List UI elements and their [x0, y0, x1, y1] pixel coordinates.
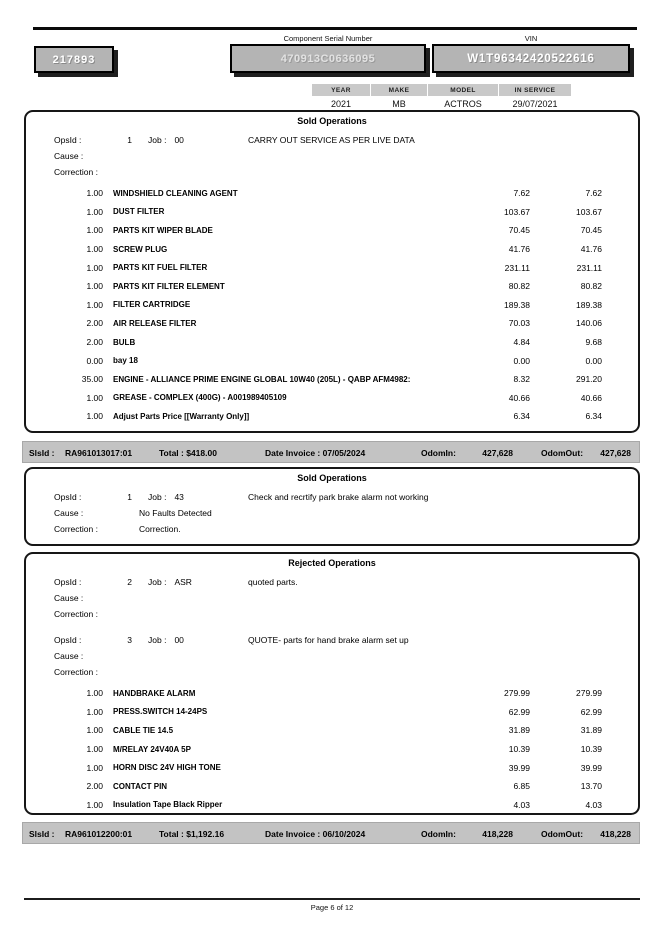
operation-block	[26, 132, 638, 180]
parts-list	[26, 184, 638, 426]
part-quantity: 1.00	[86, 206, 103, 217]
operation-id-line	[26, 574, 638, 590]
opsid-value: 1	[127, 135, 132, 145]
component-serial-button[interactable]: 470913C0636095	[230, 44, 426, 73]
correction-line	[26, 521, 638, 537]
footer-divider-rule	[24, 898, 640, 900]
part-row	[26, 351, 638, 370]
operations-list	[26, 489, 638, 537]
odometer-out-value: 427,628	[600, 448, 631, 458]
part-total-price: 231.11	[576, 262, 602, 273]
part-unit-price: 6.34	[513, 411, 530, 422]
part-unit-price: 39.99	[508, 762, 530, 773]
part-quantity: 1.00	[86, 725, 103, 736]
part-description: CONTACT PIN	[113, 781, 168, 791]
part-unit-price: 103.67	[504, 206, 530, 217]
operation-description: CARRY OUT SERVICE AS PER LIVE DATA	[248, 135, 415, 145]
part-unit-price: 70.45	[508, 225, 530, 236]
make-value: MB	[392, 98, 406, 109]
part-row	[26, 240, 638, 259]
part-quantity: 0.00	[86, 355, 103, 366]
rejected-operations-section	[24, 552, 640, 815]
part-description: Insulation Tape Black Ripper	[113, 800, 223, 810]
odometer-in-label: OdomIn:	[421, 829, 456, 839]
part-quantity: 1.00	[86, 281, 103, 292]
stock-number-button[interactable]: 217893	[34, 46, 114, 73]
part-total-price: 13.70	[580, 781, 602, 792]
make-column-header: MAKE	[371, 84, 427, 96]
part-quantity: 1.00	[86, 225, 103, 236]
parts-list	[26, 684, 638, 814]
opsid-label: OpsId :	[54, 492, 82, 502]
in-service-value: 29/07/2021	[512, 98, 558, 109]
part-total-price: 31.89	[580, 725, 602, 736]
correction-label: Correction :	[54, 524, 98, 534]
part-unit-price: 0.00	[513, 355, 530, 366]
part-description: M/RELAY 24V40A 5P	[113, 744, 191, 754]
part-row	[26, 333, 638, 352]
part-description: CABLE TIE 14.5	[113, 725, 174, 735]
part-unit-price: 10.39	[508, 744, 530, 755]
job-value: 00	[174, 635, 184, 645]
part-row	[26, 740, 638, 759]
part-row	[26, 370, 638, 389]
job-cell	[148, 135, 248, 145]
operation-block	[26, 632, 638, 680]
part-total-price: 62.99	[580, 706, 602, 717]
part-description: HORN DISC 24V HIGH TONE	[113, 763, 221, 773]
part-quantity: 1.00	[86, 688, 103, 699]
part-row	[26, 184, 638, 203]
part-row	[26, 758, 638, 777]
part-unit-price: 4.84	[513, 337, 530, 348]
cause-label: Cause :	[54, 508, 84, 518]
part-total-price: 4.03	[585, 799, 602, 810]
part-description: FILTER CARTRIDGE	[113, 300, 191, 310]
part-description: ENGINE - ALLIANCE PRIME ENGINE GLOBAL 10W40 (205L) - QABP AFM4982:	[113, 374, 411, 384]
invoice-total: Total : $1,192.16	[159, 829, 225, 839]
part-row	[26, 314, 638, 333]
page-indicator: Page 6 of 12	[310, 903, 354, 912]
part-unit-price: 231.11	[504, 262, 530, 273]
part-quantity: 1.00	[86, 799, 103, 810]
job-cell	[148, 577, 248, 587]
part-total-price: 70.45	[580, 225, 602, 236]
part-quantity: 1.00	[86, 244, 103, 255]
part-description: AIR RELEASE FILTER	[113, 318, 197, 328]
invoice-summary-bar-1	[22, 441, 640, 463]
section-title: Rejected Operations	[288, 558, 376, 568]
model-column-header: MODEL	[428, 84, 498, 96]
part-quantity: 1.00	[86, 706, 103, 717]
opsid-label: OpsId :	[54, 135, 82, 145]
vin-label: VIN	[524, 34, 538, 43]
part-description: PRESS.SWITCH 14-24PS	[113, 707, 208, 717]
part-total-price: 7.62	[585, 188, 602, 199]
part-unit-price: 279.99	[504, 688, 530, 699]
opsid-value: 3	[127, 635, 132, 645]
part-unit-price: 41.76	[508, 244, 530, 255]
invoice-date: Date Invoice : 07/05/2024	[265, 448, 366, 458]
operations-list	[26, 574, 638, 680]
part-description: PARTS KIT FILTER ELEMENT	[113, 281, 225, 291]
job-cell	[148, 635, 248, 645]
part-total-price: 40.66	[580, 392, 602, 403]
job-label: Job :	[148, 135, 167, 145]
slsid-value: RA961012200:01	[65, 829, 133, 839]
part-total-price: 9.68	[585, 337, 602, 348]
part-description: GREASE - COMPLEX (400G) - A001989405109	[113, 393, 287, 403]
top-divider-rule	[33, 27, 637, 30]
part-row	[26, 407, 638, 426]
correction-label: Correction :	[54, 667, 98, 677]
part-total-price: 0.00	[585, 355, 602, 366]
invoice-total: Total : $418.00	[159, 448, 217, 458]
part-row	[26, 684, 638, 703]
part-row	[26, 258, 638, 277]
job-label: Job :	[148, 492, 167, 502]
job-value: 00	[174, 135, 184, 145]
odometer-in-label: OdomIn:	[421, 448, 456, 458]
operation-description: quoted parts.	[248, 577, 298, 587]
part-quantity: 35.00	[81, 374, 103, 385]
part-quantity: 1.00	[86, 299, 103, 310]
operation-id-line	[26, 132, 638, 148]
part-row	[26, 221, 638, 240]
part-quantity: 1.00	[86, 262, 103, 273]
part-description: PARTS KIT FUEL FILTER	[113, 263, 208, 273]
operation-block	[26, 574, 638, 622]
part-unit-price: 40.66	[508, 392, 530, 403]
job-label: Job :	[148, 577, 167, 587]
slsid-label: SlsId :	[29, 829, 55, 839]
part-unit-price: 31.89	[508, 725, 530, 736]
year-column-header: YEAR	[312, 84, 370, 96]
odometer-in-value: 418,228	[482, 829, 513, 839]
vehicle-info-header-row	[312, 84, 570, 96]
part-unit-price: 8.32	[513, 374, 530, 385]
section-title: Sold Operations	[297, 473, 367, 483]
correction-line	[26, 164, 638, 180]
part-total-price: 189.38	[576, 299, 602, 310]
part-row	[26, 203, 638, 222]
sold-operations-section-2	[24, 467, 640, 546]
part-row	[26, 777, 638, 796]
part-quantity: 1.00	[86, 411, 103, 422]
part-quantity: 1.00	[86, 392, 103, 403]
odometer-in-value: 427,628	[482, 448, 513, 458]
cause-label: Cause :	[54, 151, 84, 161]
part-description: WINDSHIELD CLEANING AGENT	[113, 188, 238, 198]
year-value: 2021	[330, 98, 352, 109]
odometer-out-label: OdomOut:	[541, 829, 584, 839]
part-description: HANDBRAKE ALARM	[113, 688, 196, 698]
component-serial-label: Component Serial Number	[283, 34, 373, 43]
part-total-price: 291.20	[576, 374, 602, 385]
part-total-price: 41.76	[580, 244, 602, 255]
part-total-price: 39.99	[580, 762, 602, 773]
operation-description: Check and recrtify park brake alarm not working	[248, 492, 429, 502]
part-row	[26, 796, 638, 815]
part-description: Adjust Parts Price [[Warranty Only]]	[113, 411, 250, 421]
job-cell	[148, 492, 248, 502]
vehicle-info-values-row	[312, 96, 570, 111]
part-quantity: 2.00	[86, 781, 103, 792]
part-row	[26, 721, 638, 740]
part-unit-price: 4.03	[513, 799, 530, 810]
operations-list	[26, 132, 638, 180]
cause-line	[26, 590, 638, 606]
part-unit-price: 6.85	[513, 781, 530, 792]
part-total-price: 10.39	[580, 744, 602, 755]
slsid-value: RA961013017:01	[65, 448, 133, 458]
slsid-label: SlsId :	[29, 448, 55, 458]
invoice-date: Date Invoice : 06/10/2024	[265, 829, 366, 839]
cause-label: Cause :	[54, 651, 84, 661]
part-description: SCREW PLUG	[113, 244, 168, 254]
part-quantity: 1.00	[86, 744, 103, 755]
in-service-column-header: IN SERVICE	[499, 84, 571, 96]
part-total-price: 80.82	[580, 281, 602, 292]
part-total-price: 6.34	[585, 411, 602, 422]
part-quantity: 1.00	[86, 188, 103, 199]
part-description: PARTS KIT WIPER BLADE	[113, 225, 213, 235]
opsid-label: OpsId :	[54, 635, 82, 645]
part-unit-price: 80.82	[508, 281, 530, 292]
part-row	[26, 389, 638, 408]
invoice-summary-bar-2	[22, 822, 640, 844]
correction-label: Correction :	[54, 167, 98, 177]
correction-value: Correction.	[139, 524, 181, 534]
part-unit-price: 7.62	[513, 188, 530, 199]
operation-description: QUOTE- parts for hand brake alarm set up	[248, 635, 409, 645]
job-value: ASR	[174, 577, 192, 587]
correction-line	[26, 606, 638, 622]
model-value: ACTROS	[444, 98, 482, 109]
cause-line	[26, 505, 638, 521]
odometer-out-value: 418,228	[600, 829, 631, 839]
part-description: DUST FILTER	[113, 207, 165, 217]
job-value: 43	[174, 492, 184, 502]
cause-line	[26, 148, 638, 164]
part-total-price: 140.06	[576, 318, 602, 329]
part-total-price: 103.67	[576, 206, 602, 217]
opsid-value: 1	[127, 492, 132, 502]
cause-line	[26, 648, 638, 664]
part-unit-price: 189.38	[504, 299, 530, 310]
part-row	[26, 277, 638, 296]
part-description: BULB	[113, 337, 136, 347]
sold-operations-section-1	[24, 110, 640, 433]
vin-button[interactable]: W1T96342420522616	[432, 44, 630, 73]
part-quantity: 2.00	[86, 318, 103, 329]
section-title: Sold Operations	[297, 116, 367, 126]
opsid-value: 2	[127, 577, 132, 587]
part-description: bay 18	[113, 356, 138, 366]
part-quantity: 1.00	[86, 762, 103, 773]
part-total-price: 279.99	[576, 688, 602, 699]
part-quantity: 2.00	[86, 337, 103, 348]
opsid-label: OpsId :	[54, 577, 82, 587]
part-unit-price: 70.03	[508, 318, 530, 329]
cause-label: Cause :	[54, 593, 84, 603]
correction-label: Correction :	[54, 609, 98, 619]
part-row	[26, 296, 638, 315]
part-unit-price: 62.99	[508, 706, 530, 717]
vehicle-info-table	[312, 84, 570, 111]
operation-id-line	[26, 489, 638, 505]
odometer-out-label: OdomOut:	[541, 448, 584, 458]
part-row	[26, 703, 638, 722]
correction-line	[26, 664, 638, 680]
operation-block	[26, 489, 638, 537]
cause-value: No Faults Detected	[139, 508, 212, 518]
operation-id-line	[26, 632, 638, 648]
job-label: Job :	[148, 635, 167, 645]
